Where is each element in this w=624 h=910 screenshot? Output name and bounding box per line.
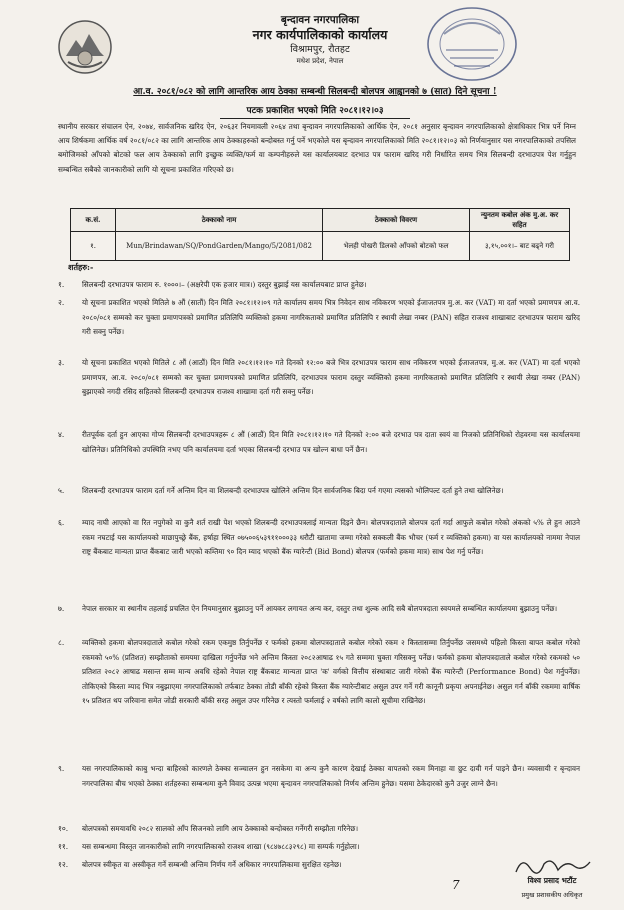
- tender-table: [70, 208, 570, 261]
- term-number: ३.: [58, 358, 65, 367]
- term-text: रीतपूर्वक दर्ता हुन आएका गोप्य सिलबन्दी दरभाउपत्रहरू ८ औं (आठौं) दिन मिति २०८१।१२।१० गते दिनको २:०० बजे दरभाउ पत्र दाता स्वयं वा निजको प्रतिनिधिको रोहवरमा यस कार्यालयमा खोलिनेछ। प्रतिनिधिको उपस्थिति नभए पनि कार्यालयमा दर्ता भएका सिलबन्दी दरभाउ पत्र खोल्न बाधा पर्ने छैन।: [82, 430, 580, 454]
- term-number: ८.: [58, 638, 65, 647]
- signature-scribble: [512, 852, 592, 878]
- nepal-emblem-icon: [56, 18, 114, 76]
- table-header-row: [71, 209, 570, 232]
- term-number: १२.: [58, 860, 69, 869]
- term-text: शिलबन्दी दरभाउपत्र फाराम दर्ता गर्ने अन्तिम दिन वा शिलबन्दी दरभाउपत्र खोलिने अन्तिम दिन सार्वजनिक बिदा पर्न गएमा त्यसको भोलिपल्ट दर्ता हुने तथा खोलिनेछ।: [82, 486, 504, 495]
- terms-heading: शर्तहरु:-: [68, 262, 94, 272]
- municipality-name: बृन्दावन नगरपालिका: [280, 14, 360, 26]
- signatory-designation: प्रमुख प्रशासकीय अधिकृत: [521, 891, 583, 899]
- term-text: यस नगरपालिकाको काबु भन्दा बाहिरको कारणले ठेक्का सञ्चालन हुन नसकेमा वा अन्य कुनै कारण देखाई ठेक्का वापतको रकम मिनाहा वा छुट दावी गर्न पाइने छैन। व्यवसायी र बृन्दावन नगरपालिका बीच भएको ठेक्का शर्तहरुका सम्बन्धमा कुनै विवाद उत्पन्न भएमा बृन्दावन नगरपालिकाको निर्णय अन्तिम हुनेछ। यसमा ठेकेदारको कुनै उजुर लाग्ने छैन।: [82, 764, 580, 788]
- signatory-name: विश्व प्रसाद भटौंट: [527, 876, 577, 885]
- office-stamp: [424, 4, 520, 86]
- term-number: ९.: [58, 764, 65, 773]
- term-number: १०.: [58, 824, 69, 833]
- term-text: सिलबन्दी दरभाउपत्र फाराम रु. १०००।– (अक्षरेपी एक हजार मात्र।) दस्तुर बुझाई यस कार्यालयबाट प्राप्त हुनेछ।: [82, 280, 367, 289]
- province-name: मधेश प्रदेश, नेपाल: [296, 57, 344, 65]
- col-header-min-bid: न्युनतम कबोल अंक मु.अ. कर सहित: [470, 209, 570, 232]
- notice-title: आ.व. २०८१/०८२ को लागि आन्तरिक आय ठेक्का सम्बन्धी सिलबन्दी बोलपत्र आह्वानको ७ (सात) दिने सूचना !: [133, 87, 497, 97]
- cell-contract-name: Mun/Brindawan/SQ/PondGarden/Mango/5/2081/082: [116, 232, 323, 261]
- cell-min-bid: ३,१५,००१।– बाट बढ्ने गरी: [470, 232, 570, 261]
- term-number: ४.: [58, 430, 65, 439]
- office-address: विश्रामपुर, रौतहट: [290, 44, 350, 55]
- publication-date: पटक प्रकाशित भएको मिति २०८१।१२।०३: [220, 104, 410, 119]
- term-text: यो सूचना प्रकाशित भएको मितिले ७ औं (सातौं) दिन मिति २०८१।१२।०९ गते कार्यालय समय भित्र निवेदन साथ नविकरण भएको ईजाजतपत्र मु.अ. कर (VAT) मा दर्ता भएको प्रमाणपत्र आ.व. २०८०/०८१ सम्मको कर चुक्ता प्रमाणपत्रको प्रमाणित प्रतिलिपि व्यक्तिको हकमा नागरिकताको प्रमाणित प्रतिलिपि र स्थायी लेखा नम्बर (PAN) सहित राजश्व शाखाबाट दरभाउपत्र फाराम खरिद गरी सक्नु पर्नेछ।: [82, 298, 580, 336]
- term-text: म्याद नाघी आएको वा रित नपुगेको वा कुनै शर्त राखी पेश भएको शिलबन्दी दरभाउपत्रलाई मान्यता दिइने छैन। बोलपत्रदाताले बोलपत्र दर्ता गर्दा आफुले कबोल गरेको अंकको ५% ले हुन आउने रकम नघटाई यस कार्यालयको माछापुच्छ्रे बैंक, हर्षाहा स्थित ०७५००६५३९११०००३३ धरौटी खातामा जम्मा गरेको सक्कली बैंक भौचर (फर्म र व्यक्तिको हकमा) वा यस कार्यालयको नाममा नेपाल राष्ट्र बैंकबाट मान्यता प्राप्त बैंकबाट जारी भएको कम्तिमा ९० दिन म्याद भएको बैंक ग्यारेन्टी (Bid Bond) बोलपत्र (फर्मको हकमा मात्र) साथ पेश गर्नु पर्नेछ।: [82, 518, 580, 556]
- col-header-description: ठेक्काको विवरण: [323, 209, 470, 232]
- page-mark: 7: [452, 878, 460, 892]
- term-number: १.: [58, 280, 65, 289]
- col-header-sn: क.सं.: [71, 209, 116, 232]
- term-number: ७.: [58, 604, 65, 613]
- cell-description: भेलही पोखरी डिलको आँपको बोटको फल: [323, 232, 470, 261]
- term-number: २.: [58, 298, 65, 307]
- table-row: [71, 232, 570, 261]
- term-text: नेपाल सरकार वा स्थानीय तहलाई प्रचलित ऐन नियमानुसार बुझाउनु पर्ने आयकर लगायत अन्य कर, दस्तुर तथा शुल्क आदि सबै बोलपत्रदाता स्वयमले सम्बन्धित कार्यालयमा बुझाउनु पर्नेछ।: [82, 604, 558, 613]
- intro-paragraph: स्थानीय सरकार संचालन ऐन, २०७४, सार्वजनिक खरिद ऐन, २०६३र नियमावली २०६४ तथा बृन्दावन नगरपालिकाको आर्थिक ऐन, २०८१ अनुसार बृन्दावन नगरपालिकाको क्षेत्राधिकार भित्र पर्ने निम्न आय शिर्षकमा आर्थिक वर्ष २०८१/०८२ का लागि आन्तरिक आय ठेक्काहरुको बन्दोबस्त गर्नु पर्ने भएकोले यस बृन्दावन नगरपालिकाको मिति २०८१।१२।०३ को निर्णयानुसार यस नगरपालिकाको तपसिल बमोजिमको आँपको बोटको फल आय ठेक्काको लागि इच्छुक व्यक्ति/फर्म वा कम्पनीहरुले यस कार्यालयबाट दरभाउ पत्र फाराम खरिद गरी निर्धारित समय भित्र सिलबन्दी दरभाउपत्र पेश गर्नुहुन सम्बन्धित सबैको जानकारीको लागि यो सूचना प्रकाशित गरिएको छ।: [58, 122, 576, 174]
- term-text: यो सूचना प्रकाशित भएको मितिले ८ औं (आठौं) दिन मिति २०८१।१२।१० गते दिनको १२:०० बजे भित्र दरभाउपत्र फाराम साथ नविकरण भएको ईजाजतपत्र, मु.अ. कर (VAT) मा दर्ता भएको प्रमाणपत्र, आ.व. २०८०/०८१ सम्मको कर चुक्ता प्रमाणपत्रको प्रमाणित प्रतिलिपि, दरभाउपत्र फाराम दस्तुर व्यक्तिको हकमा नागरिकताको प्रमाणित प्रतिलिपि र स्थायी लेखा नम्बर (PAN) बुझाएको नगदी रसिद सहितको सिलबन्दी दरभाउपत्र राजश्व शाखामा दर्ता गरी सक्नु पर्नेछ।: [82, 358, 580, 396]
- cell-sn: १.: [71, 232, 116, 261]
- term-number: ५.: [58, 486, 65, 495]
- term-number: ६.: [58, 518, 65, 527]
- term-number: ११.: [58, 842, 69, 851]
- term-text: बोलपत्र स्वीकृत वा अस्वीकृत गर्ने सम्बन्धी अन्तिम निर्णय गर्ने अधिकार नगरपालिकामा सुरक्षित रहनेछ।: [82, 860, 342, 869]
- term-text: बोलपत्रको समयावधि २०८२ सालको आँप सिजनको लागि आय ठेक्काको बन्दोबस्त गर्नेगरी सम्झौता गरिनेछ।: [82, 824, 359, 833]
- letterhead: [200, 14, 440, 66]
- col-header-name: ठेक्काको नाम: [116, 209, 323, 232]
- office-name: नगर कार्यपालिकाको कार्यालय: [252, 27, 388, 42]
- term-text: व्यक्तिको हकमा बोलपत्रदाताले कबोल गरेको रकम एकमुष्ठ तिर्नुपर्नेछ र फर्मको हकमा बोलपत्रदाताले कबोल गरेको रकम २ किस्तासम्मा तिर्नुपर्नेछ जसमध्ये पहिलो किस्ता बापत कबोल गरेको रकमको ५०% (प्रतिशत) सम्झौताको समयमा दाखिला गर्नुपर्नेछ भने अन्तिम किस्ता २०८२आषाढ १५ गते सम्ममा चुक्ता गरिसक्नु पर्नेछ। फर्मको हकमा बोलपत्रदाताले कबोल गरेको रकमको ५० प्रतिशत २०८२ आषाढ मसान्त सम्म मान्य अवधि रहेको नेपाल राष्ट्र बैंकबाट मान्यता प्राप्त 'क' वर्गको वित्तीय संस्थाबाट जारी गरेको बैंक ग्यारेन्टी (Performance Bond) पेश गर्नुपर्नेछ। तोकिएको किस्ता म्याद भित्र नबुझाएमा नगरपालिकाको तर्फबाट ठेक्का तोडी बाँकी रहेको किस्ता बैंक ग्यारेन्टीबाट असुल उपर गर्ने गरी कानूनी प्रकृया अपनाईनेछ। असुल गर्न बाँकी रकममा वार्षिक १५ प्रतिशत थप जरिवाना समेत जोडी सरकारी बाँकी सरह असुल उपर गरिनेछ र त्यस्तो फर्मलाई २ वर्षको लागि कालो सूचीमा राखिनेछ।: [82, 638, 580, 705]
- term-text: यस सम्बन्धमा विस्तृत जानकारीको लागि नगरपालिकाको राजश्व शाखा (९८४७८८३२९८) मा सम्पर्क गर्नुहोला।: [82, 842, 360, 851]
- signature-block: [504, 852, 600, 904]
